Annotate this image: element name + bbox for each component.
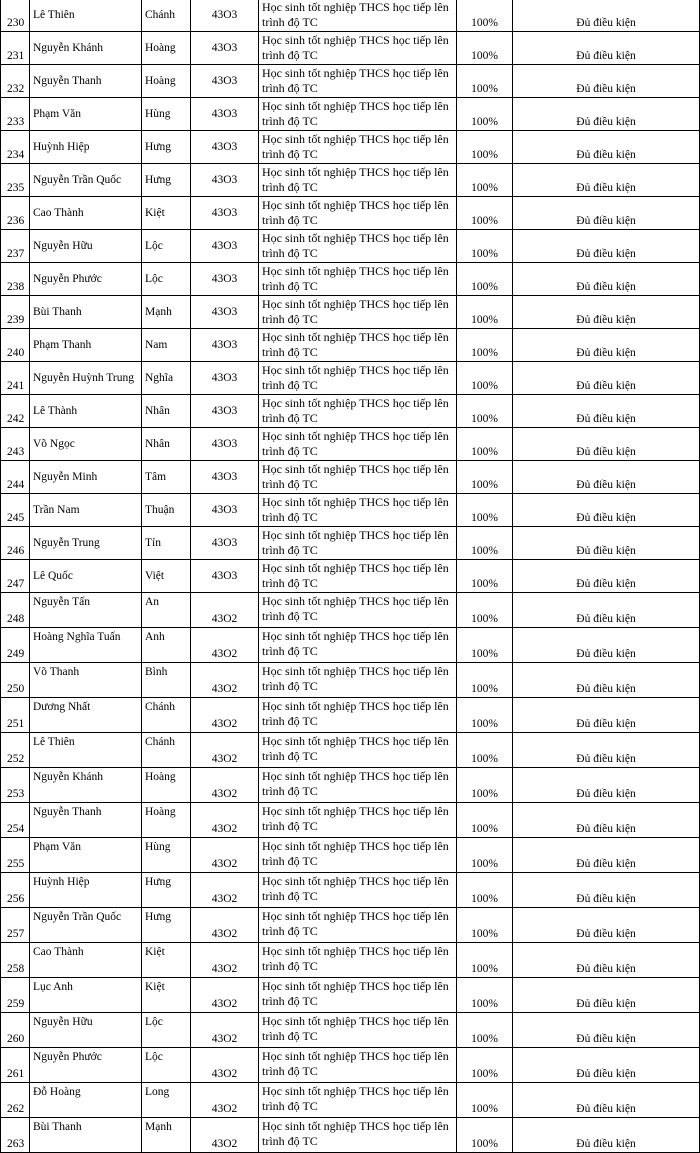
- first-name-cell: Hoàng: [142, 803, 191, 838]
- first-name-cell: Lộc: [142, 230, 191, 263]
- first-name-cell: Kiệt: [142, 978, 191, 1013]
- row-number-cell: 262: [1, 1083, 30, 1118]
- admission-description-cell: Học sinh tốt nghiệp THCS học tiếp lên trình độ TC: [259, 733, 457, 768]
- eligibility-result-cell: Đủ điều kiện: [513, 803, 700, 838]
- table-row: [1, 164, 700, 197]
- percentage-cell: 100%: [457, 838, 513, 873]
- table-row: [1, 663, 700, 698]
- percentage-cell: 100%: [457, 230, 513, 263]
- eligibility-result-cell: Đủ điều kiện: [513, 494, 700, 527]
- admission-description-cell: Học sinh tốt nghiệp THCS học tiếp lên trình độ TC: [259, 803, 457, 838]
- last-middle-name-cell: Huỳnh Hiệp: [30, 873, 142, 908]
- class-code-cell: 43O2: [191, 943, 259, 978]
- first-name-cell: Hưng: [142, 131, 191, 164]
- last-middle-name-cell: Nguyễn Phước: [30, 263, 142, 296]
- eligibility-result-cell: Đủ điều kiện: [513, 698, 700, 733]
- table-body: [1, 0, 700, 1153]
- class-code-cell: 43O2: [191, 803, 259, 838]
- last-middle-name-cell: Lê Thành: [30, 395, 142, 428]
- class-code-cell: 43O2: [191, 1048, 259, 1083]
- admission-description-cell: Học sinh tốt nghiệp THCS học tiếp lên trình độ TC: [259, 560, 457, 593]
- last-middle-name-cell: Đỗ Hoàng: [30, 1083, 142, 1118]
- class-code-cell: 43O3: [191, 131, 259, 164]
- last-middle-name-cell: Cao Thành: [30, 197, 142, 230]
- eligibility-result-cell: Đủ điều kiện: [513, 943, 700, 978]
- admission-description-cell: Học sinh tốt nghiệp THCS học tiếp lên trình độ TC: [259, 98, 457, 131]
- percentage-cell: 100%: [457, 908, 513, 943]
- admission-description-cell: Học sinh tốt nghiệp THCS học tiếp lên trình độ TC: [259, 1118, 457, 1153]
- percentage-cell: 100%: [457, 428, 513, 461]
- row-number-cell: 253: [1, 768, 30, 803]
- last-middle-name-cell: Nguyễn Huỳnh Trung: [30, 362, 142, 395]
- last-middle-name-cell: Bùi Thanh: [30, 296, 142, 329]
- eligibility-result-cell: Đủ điều kiện: [513, 560, 700, 593]
- table-row: [1, 428, 700, 461]
- admission-description-cell: Học sinh tốt nghiệp THCS học tiếp lên trình độ TC: [259, 461, 457, 494]
- last-middle-name-cell: Cao Thành: [30, 943, 142, 978]
- class-code-cell: 43O2: [191, 978, 259, 1013]
- admission-description-cell: Học sinh tốt nghiệp THCS học tiếp lên trình độ TC: [259, 663, 457, 698]
- row-number-cell: 256: [1, 873, 30, 908]
- percentage-cell: 100%: [457, 65, 513, 98]
- percentage-cell: 100%: [457, 943, 513, 978]
- first-name-cell: Hưng: [142, 908, 191, 943]
- first-name-cell: Hoàng: [142, 768, 191, 803]
- eligibility-result-cell: Đủ điều kiện: [513, 65, 700, 98]
- class-code-cell: 43O3: [191, 461, 259, 494]
- row-number-cell: 261: [1, 1048, 30, 1083]
- table-row: [1, 838, 700, 873]
- first-name-cell: Lộc: [142, 263, 191, 296]
- table-row: [1, 628, 700, 663]
- first-name-cell: Việt: [142, 560, 191, 593]
- row-number-cell: 239: [1, 296, 30, 329]
- table-row: [1, 803, 700, 838]
- table-row: [1, 873, 700, 908]
- class-code-cell: 43O2: [191, 733, 259, 768]
- class-code-cell: 43O2: [191, 838, 259, 873]
- eligibility-result-cell: Đủ điều kiện: [513, 527, 700, 560]
- last-middle-name-cell: Huỳnh Hiệp: [30, 131, 142, 164]
- row-number-cell: 252: [1, 733, 30, 768]
- percentage-cell: 100%: [457, 1118, 513, 1153]
- eligibility-result-cell: Đủ điều kiện: [513, 1013, 700, 1048]
- class-code-cell: 43O2: [191, 1013, 259, 1048]
- first-name-cell: Nam: [142, 329, 191, 362]
- row-number-cell: 237: [1, 230, 30, 263]
- admission-description-cell: Học sinh tốt nghiệp THCS học tiếp lên trình độ TC: [259, 943, 457, 978]
- admission-description-cell: Học sinh tốt nghiệp THCS học tiếp lên trình độ TC: [259, 329, 457, 362]
- last-middle-name-cell: Phạm Thanh: [30, 329, 142, 362]
- row-number-cell: 232: [1, 65, 30, 98]
- last-middle-name-cell: Bùi Thanh: [30, 1118, 142, 1153]
- class-code-cell: 43O2: [191, 628, 259, 663]
- eligibility-result-cell: Đủ điều kiện: [513, 0, 700, 32]
- eligibility-result-cell: Đủ điều kiện: [513, 230, 700, 263]
- class-code-cell: 43O3: [191, 296, 259, 329]
- table-row: [1, 908, 700, 943]
- class-code-cell: 43O2: [191, 768, 259, 803]
- table-row: [1, 494, 700, 527]
- table-row: [1, 1048, 700, 1083]
- table-row: [1, 527, 700, 560]
- first-name-cell: Nhân: [142, 428, 191, 461]
- last-middle-name-cell: Nguyễn Tấn: [30, 593, 142, 628]
- percentage-cell: 100%: [457, 1048, 513, 1083]
- last-middle-name-cell: Nguyễn Thanh: [30, 803, 142, 838]
- last-middle-name-cell: Võ Thanh: [30, 663, 142, 698]
- last-middle-name-cell: Nguyễn Trần Quốc: [30, 164, 142, 197]
- first-name-cell: Hùng: [142, 98, 191, 131]
- last-middle-name-cell: Trần Nam: [30, 494, 142, 527]
- eligibility-result-cell: Đủ điều kiện: [513, 1083, 700, 1118]
- percentage-cell: 100%: [457, 362, 513, 395]
- last-middle-name-cell: Nguyễn Hữu: [30, 1013, 142, 1048]
- row-number-cell: 238: [1, 263, 30, 296]
- eligibility-result-cell: Đủ điều kiện: [513, 197, 700, 230]
- percentage-cell: 100%: [457, 395, 513, 428]
- first-name-cell: Hùng: [142, 838, 191, 873]
- first-name-cell: Nhân: [142, 395, 191, 428]
- row-number-cell: 241: [1, 362, 30, 395]
- first-name-cell: Chánh: [142, 733, 191, 768]
- table-row: [1, 296, 700, 329]
- percentage-cell: 100%: [457, 663, 513, 698]
- admission-description-cell: Học sinh tốt nghiệp THCS học tiếp lên trình độ TC: [259, 0, 457, 32]
- class-code-cell: 43O3: [191, 395, 259, 428]
- table-row: [1, 65, 700, 98]
- table-row: [1, 263, 700, 296]
- eligibility-result-cell: Đủ điều kiện: [513, 628, 700, 663]
- eligibility-result-cell: Đủ điều kiện: [513, 395, 700, 428]
- first-name-cell: Mạnh: [142, 296, 191, 329]
- row-number-cell: 242: [1, 395, 30, 428]
- table-row: [1, 395, 700, 428]
- eligibility-result-cell: Đủ điều kiện: [513, 838, 700, 873]
- last-middle-name-cell: Lê Thiên: [30, 733, 142, 768]
- eligibility-result-cell: Đủ điều kiện: [513, 733, 700, 768]
- row-number-cell: 243: [1, 428, 30, 461]
- admission-description-cell: Học sinh tốt nghiệp THCS học tiếp lên trình độ TC: [259, 32, 457, 65]
- class-code-cell: 43O3: [191, 98, 259, 131]
- class-code-cell: 43O2: [191, 1118, 259, 1153]
- class-code-cell: 43O3: [191, 164, 259, 197]
- eligibility-result-cell: Đủ điều kiện: [513, 873, 700, 908]
- row-number-cell: 236: [1, 197, 30, 230]
- percentage-cell: 100%: [457, 560, 513, 593]
- admission-description-cell: Học sinh tốt nghiệp THCS học tiếp lên trình độ TC: [259, 362, 457, 395]
- percentage-cell: 100%: [457, 768, 513, 803]
- row-number-cell: 235: [1, 164, 30, 197]
- first-name-cell: Thuận: [142, 494, 191, 527]
- eligibility-result-cell: Đủ điều kiện: [513, 978, 700, 1013]
- admission-description-cell: Học sinh tốt nghiệp THCS học tiếp lên trình độ TC: [259, 1048, 457, 1083]
- row-number-cell: 245: [1, 494, 30, 527]
- table-row: [1, 329, 700, 362]
- eligibility-result-cell: Đủ điều kiện: [513, 32, 700, 65]
- admission-description-cell: Học sinh tốt nghiệp THCS học tiếp lên trình độ TC: [259, 698, 457, 733]
- class-code-cell: 43O2: [191, 1083, 259, 1118]
- percentage-cell: 100%: [457, 1083, 513, 1118]
- percentage-cell: 100%: [457, 494, 513, 527]
- table-row: [1, 1083, 700, 1118]
- last-middle-name-cell: Nguyễn Thanh: [30, 65, 142, 98]
- table-row: [1, 461, 700, 494]
- admission-description-cell: Học sinh tốt nghiệp THCS học tiếp lên trình độ TC: [259, 978, 457, 1013]
- eligibility-result-cell: Đủ điều kiện: [513, 908, 700, 943]
- row-number-cell: 249: [1, 628, 30, 663]
- percentage-cell: 100%: [457, 1013, 513, 1048]
- first-name-cell: Kiệt: [142, 197, 191, 230]
- first-name-cell: Nghĩa: [142, 362, 191, 395]
- first-name-cell: Kiệt: [142, 943, 191, 978]
- row-number-cell: 258: [1, 943, 30, 978]
- table-row: [1, 768, 700, 803]
- admission-description-cell: Học sinh tốt nghiệp THCS học tiếp lên trình độ TC: [259, 428, 457, 461]
- first-name-cell: Mạnh: [142, 1118, 191, 1153]
- table-row: [1, 698, 700, 733]
- admission-description-cell: Học sinh tốt nghiệp THCS học tiếp lên trình độ TC: [259, 768, 457, 803]
- first-name-cell: Tâm: [142, 461, 191, 494]
- row-number-cell: 230: [1, 0, 30, 32]
- admission-description-cell: Học sinh tốt nghiệp THCS học tiếp lên trình độ TC: [259, 838, 457, 873]
- percentage-cell: 100%: [457, 698, 513, 733]
- admission-description-cell: Học sinh tốt nghiệp THCS học tiếp lên trình độ TC: [259, 494, 457, 527]
- percentage-cell: 100%: [457, 329, 513, 362]
- first-name-cell: Lộc: [142, 1048, 191, 1083]
- percentage-cell: 100%: [457, 131, 513, 164]
- row-number-cell: 255: [1, 838, 30, 873]
- table-row: [1, 1118, 700, 1153]
- table-row: [1, 0, 700, 32]
- last-middle-name-cell: Phạm Văn: [30, 838, 142, 873]
- admission-description-cell: Học sinh tốt nghiệp THCS học tiếp lên trình độ TC: [259, 1083, 457, 1118]
- class-code-cell: 43O3: [191, 494, 259, 527]
- admission-description-cell: Học sinh tốt nghiệp THCS học tiếp lên trình độ TC: [259, 197, 457, 230]
- admission-description-cell: Học sinh tốt nghiệp THCS học tiếp lên trình độ TC: [259, 593, 457, 628]
- last-middle-name-cell: Nguyễn Phước: [30, 1048, 142, 1083]
- eligibility-result-cell: Đủ điều kiện: [513, 263, 700, 296]
- eligibility-result-cell: Đủ điều kiện: [513, 663, 700, 698]
- class-code-cell: 43O3: [191, 263, 259, 296]
- admission-description-cell: Học sinh tốt nghiệp THCS học tiếp lên trình độ TC: [259, 873, 457, 908]
- first-name-cell: Hưng: [142, 164, 191, 197]
- admission-description-cell: Học sinh tốt nghiệp THCS học tiếp lên trình độ TC: [259, 131, 457, 164]
- first-name-cell: Lộc: [142, 1013, 191, 1048]
- row-number-cell: 251: [1, 698, 30, 733]
- table-row: [1, 98, 700, 131]
- row-number-cell: 254: [1, 803, 30, 838]
- eligibility-result-cell: Đủ điều kiện: [513, 296, 700, 329]
- row-number-cell: 233: [1, 98, 30, 131]
- table-row: [1, 1013, 700, 1048]
- admission-description-cell: Học sinh tốt nghiệp THCS học tiếp lên trình độ TC: [259, 908, 457, 943]
- last-middle-name-cell: Phạm Văn: [30, 98, 142, 131]
- first-name-cell: Bình: [142, 663, 191, 698]
- row-number-cell: 260: [1, 1013, 30, 1048]
- class-code-cell: 43O3: [191, 0, 259, 32]
- percentage-cell: 100%: [457, 197, 513, 230]
- admission-description-cell: Học sinh tốt nghiệp THCS học tiếp lên trình độ TC: [259, 628, 457, 663]
- eligibility-result-cell: Đủ điều kiện: [513, 593, 700, 628]
- class-code-cell: 43O3: [191, 197, 259, 230]
- admission-description-cell: Học sinh tốt nghiệp THCS học tiếp lên trình độ TC: [259, 65, 457, 98]
- first-name-cell: Chánh: [142, 0, 191, 32]
- percentage-cell: 100%: [457, 296, 513, 329]
- row-number-cell: 247: [1, 560, 30, 593]
- percentage-cell: 100%: [457, 0, 513, 32]
- admission-description-cell: Học sinh tốt nghiệp THCS học tiếp lên trình độ TC: [259, 296, 457, 329]
- eligibility-result-cell: Đủ điều kiện: [513, 98, 700, 131]
- percentage-cell: 100%: [457, 98, 513, 131]
- class-code-cell: 43O3: [191, 65, 259, 98]
- first-name-cell: Hoàng: [142, 65, 191, 98]
- table-row: [1, 733, 700, 768]
- percentage-cell: 100%: [457, 628, 513, 663]
- class-code-cell: 43O3: [191, 230, 259, 263]
- class-code-cell: 43O3: [191, 32, 259, 65]
- row-number-cell: 248: [1, 593, 30, 628]
- last-middle-name-cell: Lê Thiên: [30, 0, 142, 32]
- eligibility-result-cell: Đủ điều kiện: [513, 362, 700, 395]
- table-row: [1, 230, 700, 263]
- class-code-cell: 43O2: [191, 698, 259, 733]
- eligibility-result-cell: Đủ điều kiện: [513, 131, 700, 164]
- class-code-cell: 43O3: [191, 362, 259, 395]
- eligibility-result-cell: Đủ điều kiện: [513, 1048, 700, 1083]
- row-number-cell: 246: [1, 527, 30, 560]
- class-code-cell: 43O3: [191, 560, 259, 593]
- first-name-cell: An: [142, 593, 191, 628]
- first-name-cell: Chánh: [142, 698, 191, 733]
- percentage-cell: 100%: [457, 263, 513, 296]
- row-number-cell: 240: [1, 329, 30, 362]
- percentage-cell: 100%: [457, 461, 513, 494]
- admission-description-cell: Học sinh tốt nghiệp THCS học tiếp lên trình độ TC: [259, 230, 457, 263]
- admission-description-cell: Học sinh tốt nghiệp THCS học tiếp lên trình độ TC: [259, 164, 457, 197]
- last-middle-name-cell: Nguyễn Minh: [30, 461, 142, 494]
- class-code-cell: 43O2: [191, 663, 259, 698]
- table-row: [1, 978, 700, 1013]
- last-middle-name-cell: Dương Nhất: [30, 698, 142, 733]
- last-middle-name-cell: Nguyễn Trần Quốc: [30, 908, 142, 943]
- first-name-cell: Hoàng: [142, 32, 191, 65]
- percentage-cell: 100%: [457, 803, 513, 838]
- row-number-cell: 234: [1, 131, 30, 164]
- table-row: [1, 197, 700, 230]
- eligibility-result-cell: Đủ điều kiện: [513, 768, 700, 803]
- percentage-cell: 100%: [457, 164, 513, 197]
- eligibility-result-cell: Đủ điều kiện: [513, 428, 700, 461]
- percentage-cell: 100%: [457, 593, 513, 628]
- percentage-cell: 100%: [457, 527, 513, 560]
- table-row: [1, 943, 700, 978]
- class-code-cell: 43O3: [191, 527, 259, 560]
- admission-description-cell: Học sinh tốt nghiệp THCS học tiếp lên trình độ TC: [259, 263, 457, 296]
- percentage-cell: 100%: [457, 32, 513, 65]
- last-middle-name-cell: Nguyễn Trung: [30, 527, 142, 560]
- last-middle-name-cell: Võ Ngọc: [30, 428, 142, 461]
- last-middle-name-cell: Lục Anh: [30, 978, 142, 1013]
- last-middle-name-cell: Nguyễn Hữu: [30, 230, 142, 263]
- row-number-cell: 263: [1, 1118, 30, 1153]
- eligibility-result-cell: Đủ điều kiện: [513, 1118, 700, 1153]
- first-name-cell: Long: [142, 1083, 191, 1118]
- row-number-cell: 231: [1, 32, 30, 65]
- first-name-cell: Hưng: [142, 873, 191, 908]
- class-code-cell: 43O2: [191, 873, 259, 908]
- last-middle-name-cell: Nguyễn Khánh: [30, 32, 142, 65]
- admission-description-cell: Học sinh tốt nghiệp THCS học tiếp lên trình độ TC: [259, 527, 457, 560]
- row-number-cell: 250: [1, 663, 30, 698]
- class-code-cell: 43O3: [191, 329, 259, 362]
- table-row: [1, 32, 700, 65]
- row-number-cell: 244: [1, 461, 30, 494]
- first-name-cell: Anh: [142, 628, 191, 663]
- table-row: [1, 560, 700, 593]
- percentage-cell: 100%: [457, 978, 513, 1013]
- table-row: [1, 131, 700, 164]
- percentage-cell: 100%: [457, 873, 513, 908]
- row-number-cell: 259: [1, 978, 30, 1013]
- last-middle-name-cell: Hoàng Nghĩa Tuấn: [30, 628, 142, 663]
- class-code-cell: 43O3: [191, 428, 259, 461]
- eligibility-result-cell: Đủ điều kiện: [513, 329, 700, 362]
- table-row: [1, 362, 700, 395]
- eligibility-result-cell: Đủ điều kiện: [513, 164, 700, 197]
- last-middle-name-cell: Lê Quốc: [30, 560, 142, 593]
- eligibility-result-cell: Đủ điều kiện: [513, 461, 700, 494]
- table-row: [1, 593, 700, 628]
- class-code-cell: 43O2: [191, 908, 259, 943]
- admission-description-cell: Học sinh tốt nghiệp THCS học tiếp lên trình độ TC: [259, 395, 457, 428]
- row-number-cell: 257: [1, 908, 30, 943]
- first-name-cell: Tín: [142, 527, 191, 560]
- last-middle-name-cell: Nguyễn Khánh: [30, 768, 142, 803]
- class-code-cell: 43O2: [191, 593, 259, 628]
- admission-description-cell: Học sinh tốt nghiệp THCS học tiếp lên trình độ TC: [259, 1013, 457, 1048]
- percentage-cell: 100%: [457, 733, 513, 768]
